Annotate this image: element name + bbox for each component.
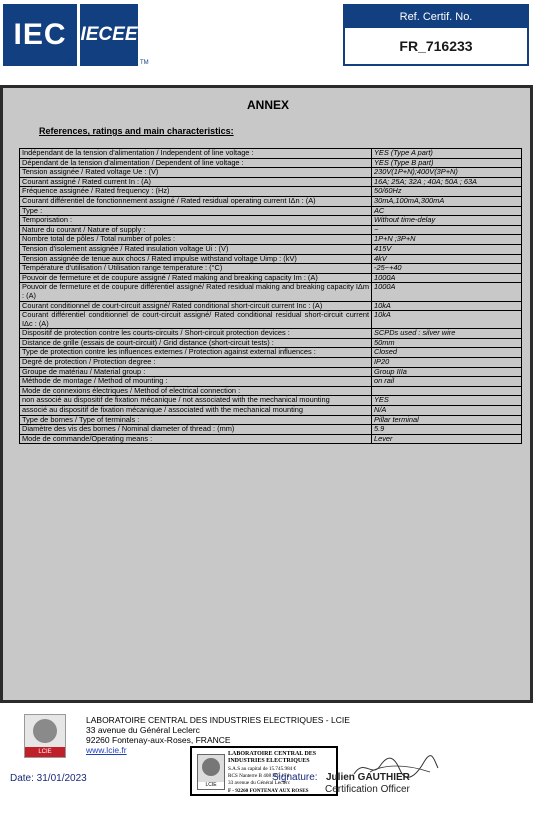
characteristic-label: Courant différentiel de fonctionnement assigné / Rated residual operating current IΔn : (A): [20, 196, 372, 206]
characteristic-value: 1000A: [372, 273, 522, 283]
characteristic-value: 4kV: [372, 254, 522, 264]
characteristic-label: Type de protection contre les influences externes / Protection against external influences :: [20, 348, 372, 358]
characteristic-value: on rail: [372, 377, 522, 387]
characteristic-value: SCPDs used : silver wire: [372, 329, 522, 339]
characteristic-value: 230V(1P+N);400V(3P+N): [372, 168, 522, 178]
characteristic-value: Without time-delay: [372, 216, 522, 226]
characteristic-label: Tension assignée de tenue aux chocs / Rated impulse withstand voltage Uimp : (kV): [20, 254, 372, 264]
characteristic-label: Température d'utilisation / Utilisation range temperature : (°C): [20, 264, 372, 274]
table-row: [20, 406, 522, 416]
characteristic-value: 30mA,100mA,300mA: [372, 196, 522, 206]
table-row: [20, 254, 522, 264]
table-row: [20, 158, 522, 168]
stamp-logo: [197, 754, 225, 790]
cert-ref-number: FR_716233: [399, 38, 473, 54]
table-row: [20, 358, 522, 368]
stamp-line-6: F - 92260 FONTENAY AUX ROSES: [228, 788, 309, 794]
table-row: [20, 168, 522, 178]
characteristic-value: N/A: [372, 406, 522, 416]
characteristic-value: IP20: [372, 358, 522, 368]
characteristic-value: Lever: [372, 434, 522, 444]
certificate-header: [0, 0, 536, 80]
table-row: [20, 301, 522, 311]
issue-date: Date: 31/01/2023: [10, 773, 87, 784]
annex-title: ANNEX: [246, 98, 289, 112]
stamp-line-1: LABORATOIRE CENTRAL DES: [228, 751, 317, 757]
characteristic-label: Type de bornes / Type of terminals :: [20, 415, 372, 425]
table-row: [20, 196, 522, 206]
table-row: [20, 377, 522, 387]
table-row: [20, 434, 522, 444]
characteristic-value: [372, 386, 522, 396]
characteristic-label: Degré de protection / Protection degree :: [20, 358, 372, 368]
characteristic-label: Nombre total de pôles / Total number of poles :: [20, 235, 372, 245]
registered-mark: ®: [68, 60, 74, 67]
signature-label: Signature:: [272, 772, 318, 783]
characteristic-label: Tension d'isolement assignée / Rated insulation voltage Ui : (V): [20, 244, 372, 254]
characteristic-value: 1000A: [372, 283, 522, 301]
characteristic-label: associé au dispositif de fixation mécanique / associated with the mechanical mounting: [20, 406, 372, 416]
characteristic-label: Courant différentiel conditionnel de court-circuit assigné/ Rated conditional residual short-circuit current IΔc : (A): [20, 311, 372, 329]
table-row: [20, 187, 522, 197]
characteristic-label: Méthode de montage / Method of mounting :: [20, 377, 372, 387]
characteristic-label: Mode de connexions électriques / Method of electrical connection :: [20, 386, 372, 396]
characteristic-value: 16A; 25A; 32A ; 40A; 50A ; 63A: [372, 177, 522, 187]
stamp-line-5: 33 avenue du Général Leclerc: [228, 780, 291, 786]
table-row: [20, 206, 522, 216]
lab-name: LABORATOIRE CENTRAL DES INDUSTRIES ELECTRIQUES - LCIE: [86, 715, 350, 725]
table-row: [20, 235, 522, 245]
lcie-logo: [24, 714, 66, 758]
characteristic-label: Tension assignée / Rated voltage Ue : (V): [20, 168, 372, 178]
signature-name: Julien GAUTHIER: [326, 772, 410, 783]
trademark-mark: TM: [140, 60, 149, 66]
characteristic-label: Pouvoir de fermeture et de coupure différentiel assigné/ Rated residual making and breaking capacity IΔm : (A): [20, 283, 372, 301]
characteristic-label: Type :: [20, 206, 372, 216]
characteristic-value: Pillar terminal: [372, 415, 522, 425]
table-row: [20, 273, 522, 283]
table-row: [20, 415, 522, 425]
characteristic-label: Dispositif de protection contre les courts-circuits / Short-circuit protection devices :: [20, 329, 372, 339]
characteristic-label: Pouvoir de fermeture et de coupure assigné / Rated making and breaking capacity Im : (A): [20, 273, 372, 283]
table-row: [20, 225, 522, 235]
certificate-footer: [0, 706, 536, 821]
lcie-emblem-icon: [33, 719, 57, 743]
characteristic-value: AC: [372, 206, 522, 216]
characteristic-label: Diamètre des vis des bornes / Nominal diameter of thread : (mm): [20, 425, 372, 435]
characteristic-value: 5.9: [372, 425, 522, 435]
characteristic-value: Closed: [372, 348, 522, 358]
characteristic-value: 50/60Hz: [372, 187, 522, 197]
table-row: [20, 149, 522, 159]
cert-ref-box: [343, 4, 529, 66]
stamp-line-4: RCS Nanterre B 408 363 174: [228, 773, 290, 779]
table-row: [20, 177, 522, 187]
cert-ref-label: Ref. Certif. No.: [345, 6, 527, 28]
characteristic-label: Groupe de matériau / Material group :: [20, 367, 372, 377]
characteristic-value: -25~+40: [372, 264, 522, 274]
lab-website-link[interactable]: www.lcie.fr: [86, 745, 127, 755]
table-row: [20, 425, 522, 435]
table-row: [20, 367, 522, 377]
table-row: [20, 283, 522, 301]
iecee-logo: IECEE: [80, 4, 138, 66]
characteristic-value: ~: [372, 225, 522, 235]
characteristic-value: 10kA: [372, 311, 522, 329]
characteristics-table: [19, 148, 522, 444]
company-stamp: [190, 746, 338, 796]
iec-logo: IEC: [3, 4, 77, 66]
table-row: [20, 264, 522, 274]
table-row: [20, 386, 522, 396]
characteristic-value: 50mm: [372, 338, 522, 348]
characteristic-label: non associé au dispositif de fixation mécanique / not associated with the mechanical mounting: [20, 396, 372, 406]
annex-subtitle: References, ratings and main characteristics:: [39, 126, 234, 136]
characteristic-value: YES: [372, 396, 522, 406]
characteristic-label: Mode de commande/Operating means :: [20, 434, 372, 444]
characteristic-label: Fréquence assignée / Rated frequency : (Hz): [20, 187, 372, 197]
table-row: [20, 244, 522, 254]
characteristic-label: Dépendant de la tension d'alimentation / Dependent of line voltage :: [20, 158, 372, 168]
characteristic-value: YES (Type A part): [372, 149, 522, 159]
characteristic-label: Nature du courant / Nature of supply :: [20, 225, 372, 235]
lab-address-city: 92260 Fontenay-aux-Roses, FRANCE: [86, 735, 231, 745]
characteristic-label: Temporisation :: [20, 216, 372, 226]
stamp-logo-band: LCIE: [198, 782, 224, 789]
characteristic-label: Courant assigné / Rated current In : (A): [20, 177, 372, 187]
table-row: [20, 338, 522, 348]
table-row: [20, 311, 522, 329]
characteristic-value: 10kA: [372, 301, 522, 311]
table-row: [20, 329, 522, 339]
characteristic-value: Group IIIa: [372, 367, 522, 377]
table-row: [20, 348, 522, 358]
characteristic-label: Courant conditionnel de court-circuit assigné/ Rated conditional short-circuit current Inc : (A): [20, 301, 372, 311]
characteristic-label: Distance de grille (essais de court-circuit) / Grid distance (short-circuit tests) :: [20, 338, 372, 348]
stamp-line-2: INDUSTRIES ELECTRIQUES: [228, 758, 310, 764]
lcie-logo-band: LCIE: [25, 747, 65, 757]
table-row: [20, 396, 522, 406]
stamp-emblem-icon: [202, 758, 220, 776]
characteristic-value: 415V: [372, 244, 522, 254]
signature-role: Certification Officer: [325, 784, 410, 795]
characteristic-label: Indépendant de la tension d'alimentation / Independent of line voltage :: [20, 149, 372, 159]
characteristic-value: 1P+N ;3P+N: [372, 235, 522, 245]
stamp-line-3: S.A.S au capital de 15.745.984 €: [228, 766, 297, 772]
lab-address-street: 33 avenue du Général Leclerc: [86, 725, 200, 735]
table-row: [20, 216, 522, 226]
characteristic-value: YES (Type B part): [372, 158, 522, 168]
